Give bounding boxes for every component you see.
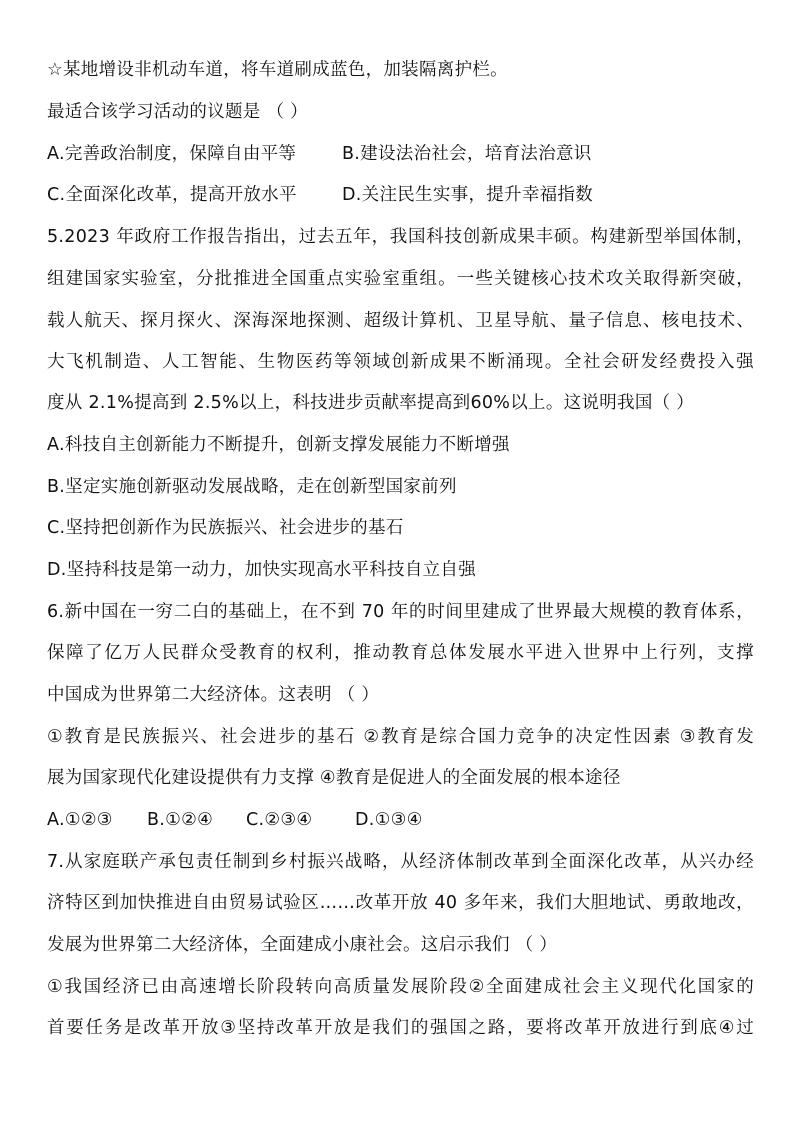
q6-stem-line: 保障了亿万人民群众受教育的权利，推动教育总体发展水平进入世界中上行列，支撑 xyxy=(47,643,754,663)
q4-prompt: 最适合该学习活动的议题是 （ ） xyxy=(47,102,308,122)
q7-stem-line: 济特区到加快推进自由贸易试验区……改革开放 40 多年来，我们大胆地试、勇敢地改， xyxy=(47,893,754,913)
q5-option-c: C.坚持把创新作为民族振兴、社会进步的基石 xyxy=(47,518,404,538)
q6-stem-line: 中国成为世界第二大经济体。这表明 （ ） xyxy=(47,685,380,705)
q4-option-d: D.关注民生实事，提升幸福指数 xyxy=(342,185,594,205)
q6-option-a: A.①②③ xyxy=(47,810,113,830)
q4-scenario-tail: ☆某地增设非机动车道，将车道刷成蓝色，加装隔离护栏。 xyxy=(47,60,508,80)
q6-option-b: B.①②④ xyxy=(147,810,214,830)
q6-option-d: D.①③④ xyxy=(355,810,423,830)
q6-stem-line: 6.新中国在一穷二白的基础上，在不到 70 年的时间里建成了世界最大规模的教育体系， xyxy=(47,602,754,622)
q4-option-a: A.完善政治制度，保障自由平等 xyxy=(47,144,297,164)
q6-option-c: C.②③④ xyxy=(246,810,313,830)
q6-statement-line: 展为国家现代化建设提供有力支撑 ④教育是促进人的全面发展的根本途径 xyxy=(47,768,621,788)
q6-statement-line: ①教育是民族振兴、社会进步的基石 ②教育是综合国力竞争的决定性因素 ③教育发 xyxy=(47,727,754,747)
q5-stem-line: 度从 2.1%提高到 2.5%以上，科技进步贡献率提高到60%以上。这说明我国（ ） xyxy=(47,393,695,413)
q4-option-b: B.建设法治社会，培育法治意识 xyxy=(342,144,592,164)
q4-option-c: C.全面深化改革，提高开放水平 xyxy=(47,185,297,205)
q7-stem-line: 7.从家庭联产承包责任制到乡村振兴战略，从经济体制改革到全面深化改革，从兴办经 xyxy=(47,852,754,872)
q5-stem-line: 载人航天、探月探火、深海深地探测、超级计算机、卫星导航、量子信息、核电技术、 xyxy=(47,311,754,331)
q5-option-d: D.坚持科技是第一动力，加快实现高水平科技自立自强 xyxy=(47,560,477,580)
q7-statement-line: 首要任务是改革开放③坚持改革开放是我们的强国之路，要将改革开放进行到底④过 xyxy=(47,1018,754,1038)
q5-stem-line: 组建国家实验室，分批推进全国重点实验室重组。一些关键核心技术攻关取得新突破， xyxy=(47,269,754,289)
q5-option-a: A.科技自主创新能力不断提升，创新支撑发展能力不断增强 xyxy=(47,435,510,455)
q7-statement-line: ①我国经济已由高速增长阶段转向高质量发展阶段②全面建成社会主义现代化国家的 xyxy=(47,977,754,997)
q5-stem-line: 5.2023 年政府工作报告指出，过去五年，我国科技创新成果丰硕。构建新型举国体制， xyxy=(47,227,754,247)
q7-stem-line: 发展为世界第二大经济体，全面建成小康社会。这启示我们 （ ） xyxy=(47,935,558,955)
q5-option-b: B.坚定实施创新驱动发展战略，走在创新型国家前列 xyxy=(47,477,457,497)
q5-stem-line: 大飞机制造、人工智能、生物医药等领域创新成果不断涌现。全社会研发经费投入强 xyxy=(47,352,754,372)
